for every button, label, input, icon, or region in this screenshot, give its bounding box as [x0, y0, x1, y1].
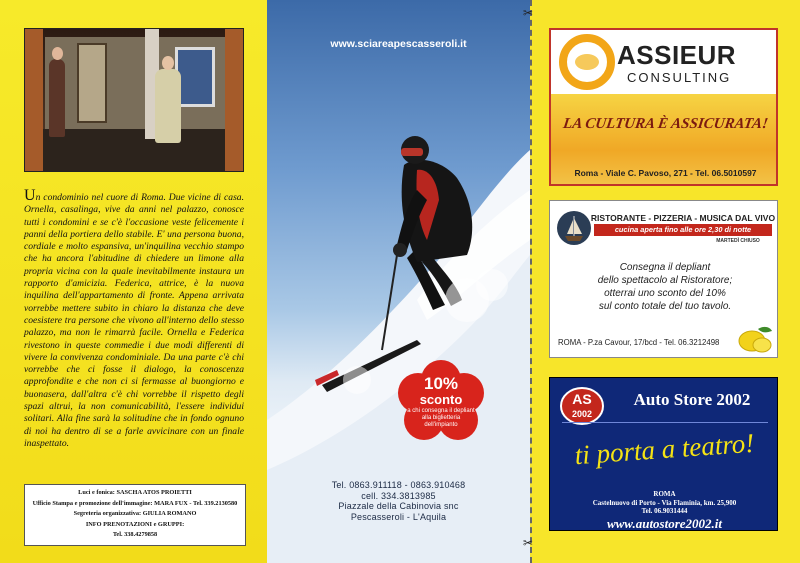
offer-line: dello spettacolo al Ristoratore;: [597, 275, 733, 286]
ski-website: www.sciareapescasseroli.it: [330, 38, 467, 50]
badge-top-text: AS: [572, 391, 592, 407]
restaurant-closed-day: MARTEDÌ CHIUSO: [716, 238, 760, 244]
restaurant-address: ROMA - P.za Cavour, 17/bcd - Tel. 06.3212498: [558, 338, 720, 347]
autostore-logo-icon: [560, 386, 604, 426]
discount-badge: [398, 360, 484, 446]
contact-line: Tel. 0863.911118 - 0863.910468: [331, 480, 466, 490]
contact-line: Piazzale della Cabinovia snc: [338, 501, 459, 511]
offer-line: Consegna il depliant: [619, 262, 711, 273]
offer-line: sul conto totale del tuo tavolo.: [598, 301, 732, 312]
credit-line: Luci e fonica: SASCHA ATOS PROIETTI: [78, 489, 192, 496]
autostore-address: [550, 490, 778, 516]
scissors-icon: ✂: [523, 536, 534, 550]
address-line: Tel. 06.9031444: [641, 507, 688, 515]
autostore-title: Auto Store 2002: [633, 390, 751, 409]
credit-line: Ufficio Stampa e promozione dell'immagine: MARA FUX - Tel. 339.2130580: [32, 499, 238, 507]
restaurant-ad: [549, 200, 778, 358]
middle-panel: [267, 0, 530, 563]
actress-left-figure: [49, 59, 65, 137]
credit-line: INFO PRENOTAZIONI e GRUPPI:: [85, 520, 185, 528]
offer-line: otterrai uno sconto del 10%: [604, 288, 726, 299]
synopsis-text: n condominio nel cuore di Roma. Due vicine di casa. Ornella, casalinga, vive da anni nel palazzo, conosce tutti i condomini e se c'è l'occasione veste felicemente i panni della portiera dello stabile. E' una persona buona, cordiale e molto espansiva, un'inquilina vecchio stampo che ha ancora l'abitudine di chiedere un limone alla propria vicina con la quale inevitabilmente instaura un rapporto d'amicizia. Federica, attrice, è la nuova inquilina dell'appartamento di fronte. Appena arrivata vorrebbe mettere subito in chiaro la distanza che deve coesistere tra persone che vivono all'interno dello stesso palazzo, ma non le rimarrà facile. Ornella e Federica rivestono in queste commedie i due modi differenti di vivere la convivenza condominiale. Da una parte c'è chi vorrebbe che ci fosse il dialogo, la conoscenza approfondite e che non ci si fermasse al buongiorno e buonasera, dall'altra c'è chi vorrebbe il rispetto degli spazi altrui, la non comunicabilità, l'essere individui solitari. Alla fine sarà la solitudine che in fondo ognuno di noi ha dentro di se a farle avvicinare con un finale inaspettato.: [24, 192, 244, 449]
assieur-ad: [549, 28, 778, 186]
theater-photo: [24, 28, 244, 172]
restaurant-hours: cucina aperta fino alle ore 2,30 di notte: [594, 224, 772, 236]
autostore-slogan: ti porta a teatro!: [573, 427, 756, 471]
credits-box: [24, 484, 246, 546]
badge-bottom-text: 2002: [571, 409, 593, 419]
ski-contact-info: [267, 480, 530, 522]
play-synopsis: [24, 187, 244, 450]
scissors-icon: ✂: [523, 6, 534, 20]
synopsis-dropcap: U: [24, 187, 36, 204]
restaurant-title: RISTORANTE - PIZZERIA - MUSICA DAL VIVO: [590, 213, 776, 223]
autostore-ad: [549, 377, 778, 531]
lemon-icon: [736, 323, 774, 355]
assieur-address: Roma - Viale C. Pavoso, 271 - Tel. 06.5010597: [574, 168, 757, 178]
assieur-logo-icon: [557, 34, 617, 90]
sailing-ship-icon: [557, 208, 591, 248]
discount-percent: 10%: [423, 374, 459, 393]
address-line: Castelnuovo di Porto - Via Flaminia, km. 25,900: [592, 498, 737, 507]
autostore-website: www.autostore2002.it: [606, 516, 723, 531]
assieur-slogan: LA CULTURA È ASSICURATA!: [562, 116, 770, 132]
assieur-brand: ASSIEUR: [617, 40, 737, 70]
skier-photo: [267, 0, 530, 563]
credit-line: Tel. 338.4279858: [112, 531, 158, 538]
contact-line: Pescasseroli - L'Aquila: [350, 511, 447, 522]
actress-right-figure: [155, 69, 181, 143]
credit-line: Segreteria organizzativa: GIULIA ROMANO: [73, 510, 197, 517]
assieur-subtitle: CONSULTING: [627, 70, 732, 85]
discount-details: a chi consegna il depliant alla biglietteria dell'impianto: [407, 408, 475, 428]
contact-line: cell. 334.3813985: [361, 490, 436, 501]
restaurant-offer: [560, 261, 770, 313]
address-line: ROMA: [653, 490, 676, 498]
discount-word: sconto: [419, 392, 463, 407]
